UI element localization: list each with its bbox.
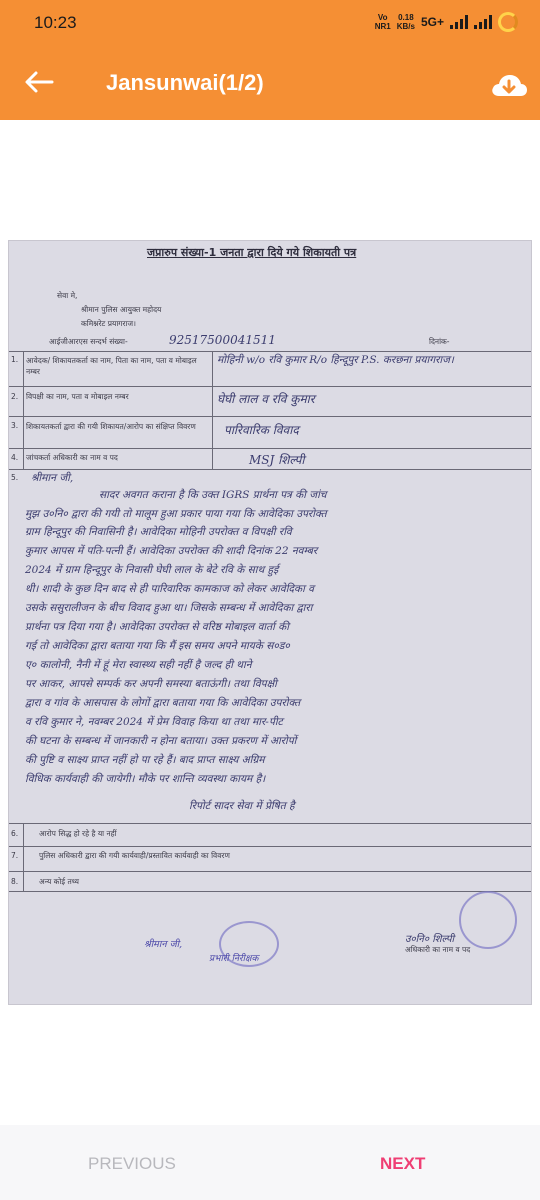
- document-image[interactable]: [8, 240, 532, 1005]
- report-line: कुमार आपस में पति-पत्नी हैं। आवेदिका उपरोक्त की शादी दिनांक 22 नवम्बर: [25, 545, 318, 557]
- app-bar: [0, 44, 540, 120]
- row-2-label: विपक्षी का नाम, पता व मोबाइल नम्बर: [26, 392, 129, 401]
- signature-right-name: उ०नि० शिल्पी: [405, 934, 455, 945]
- report-line: थी। शादी के कुछ दिन बाद से ही पारिवारिक कामकाज को लेकर आवेदिका व: [25, 583, 314, 595]
- row-4-num: 4.: [11, 453, 19, 462]
- report-line: द्वारा व गांव के आसपास के लोगों द्वारा बताया गया कि आवेदिका उपरोक्त: [25, 697, 301, 709]
- row-7-label: पुलिस अधिकारी द्वारा की गयी कार्यवाही/प्रस्तावित कार्यवाही का विवरण: [39, 851, 230, 860]
- report-line: की पुष्टि व साक्ष्य प्राप्त नहीं हो पा रहे हैं। बाद प्राप्त साक्ष्य अग्रिम: [25, 754, 265, 766]
- row-7-num: 7.: [11, 851, 19, 860]
- volte-indicator: Vo NR1: [374, 13, 391, 31]
- battery-icon: [498, 12, 518, 32]
- row-3-label: शिकायतकर्ता द्वारा की गयी शिकायत/आरोप का संक्षिप्त विवरण: [26, 422, 196, 431]
- status-bar: [0, 0, 540, 44]
- signature-left-title: प्रभारी निरीक्षक: [209, 954, 259, 964]
- signal-bars-icon: [450, 15, 468, 29]
- police-stamp-right: [459, 891, 517, 949]
- signal-bars-icon-2: [474, 15, 492, 29]
- report-line: प्रार्थना पत्र दिया गया है। आवेदिका उपरोक्त से वरिष्ठ मोबाइल वार्ता की: [25, 621, 289, 633]
- status-indicators: [375, 10, 518, 34]
- report-line: विधिक कार्यवाही की जायेगी। मौके पर शान्ति व्यवस्था कायम है।: [25, 773, 266, 785]
- report-line: रिपोर्ट सादर सेवा में प्रेषित है: [189, 800, 295, 812]
- salutation-line-2: श्रीमान पुलिस आयुक्त महोदय: [81, 305, 162, 314]
- report-line: मुझ उ०नि० द्वारा की गयी तो मालूम हुआ प्रकार पाया गया कि आवेदिका उपरोक्त: [25, 508, 327, 520]
- row-5-num: 5.: [11, 473, 19, 482]
- report-line: उसके ससुरालीजन के बीच विवाद हुआ था। जिसके सम्बन्ध में आवेदिका द्वारा: [25, 602, 313, 614]
- row-1-value: मोहिनी w/o रवि कुमार R/o हिन्दूपुर P.S. करछना प्रयागराज।: [217, 354, 454, 366]
- back-arrow-icon[interactable]: [22, 66, 56, 98]
- signature-right-title: अधिकारी का नाम व पद: [405, 945, 471, 954]
- report-line: पर आकर, आपसे सम्पर्क कर अपनी समस्या बताऊंगी। तथा विपक्षी: [25, 678, 277, 690]
- igrs-label: आईजीआरएस सन्दर्भ संख्या-: [49, 337, 128, 346]
- row-4-label: जांचकर्ता अधिकारी का नाम व पद: [26, 453, 118, 462]
- row-2-value: घेघी लाल व रवि कुमार: [217, 392, 315, 406]
- report-line: गई तो आवेदिका द्वारा बताया गया कि मैं इस समय अपने मायके स०ड०: [25, 640, 290, 652]
- row-8-num: 8.: [11, 877, 19, 886]
- report-line: की घटना के सम्बन्ध में जानकारी न होना बताया। उक्त प्रकरण में आरोपों: [25, 735, 297, 747]
- bottom-navigation: [0, 1125, 540, 1200]
- previous-button[interactable]: PREVIOUS: [88, 1154, 176, 1173]
- row-6-label: आरोप सिद्ध हो रहे है या नहीं: [39, 829, 117, 838]
- row-3-num: 3.: [11, 421, 19, 430]
- row-2-num: 2.: [11, 392, 19, 401]
- complaint-document: [9, 241, 532, 1005]
- report-line: ग्राम हिन्दूपुर की निवासिनी है। आवेदिका मोहिनी उपरोक्त व विपक्षी रवि: [25, 526, 292, 538]
- report-line: सादर अवगत कराना है कि उक्त IGRS प्रार्थना पत्र की जांच: [99, 489, 327, 501]
- next-button[interactable]: NEXT: [380, 1154, 426, 1173]
- row-8-label: अन्य कोई तथ्य: [39, 877, 79, 886]
- cloud-download-icon[interactable]: [490, 72, 528, 100]
- row-4-value: MSJ शिल्पी: [249, 453, 305, 467]
- row-3-value: पारिवारिक विवाद: [224, 423, 299, 437]
- network-type: 5G+: [420, 15, 444, 29]
- report-line: व रवि कुमार ने, नवम्बर 2024 में प्रेम विवाह किया था तथा मार-पीट: [25, 716, 283, 728]
- signature-left-name: श्रीमान जी,: [144, 939, 183, 950]
- row-6-num: 6.: [11, 829, 19, 838]
- date-label: दिनांक-: [429, 337, 450, 346]
- report-line: 2024 में ग्राम हिन्दूपुर के निवासी घेघी लाल के बेटे रवि के साथ हुई: [25, 564, 279, 576]
- row-1-num: 1.: [11, 355, 19, 364]
- igrs-number: 92517500041511: [169, 333, 276, 347]
- row-1-label: आवेदक/ शिकायतकर्ता का नाम, पिता का नाम, पता व मोबाइल नम्बर: [26, 356, 197, 376]
- report-line: श्रीमान जी,: [31, 472, 74, 484]
- salutation-line-1: सेवा मे,: [57, 291, 78, 300]
- network-speed: 0.18 KB/s: [396, 13, 415, 31]
- form-heading: जप्रारुप संख्या-1 जनता द्वारा दिये गये शिकायती पत्र: [147, 246, 357, 259]
- status-time: 10:23: [34, 13, 77, 32]
- page-title: Jansunwai(1/2): [106, 70, 264, 95]
- salutation-line-3: कमिश्नरेट प्रयागराज।: [81, 319, 136, 328]
- report-line: ए० कालोनी, नैनी में हूं मेरा स्वास्थ्य सही नहीं है जल्द ही थाने: [25, 659, 252, 671]
